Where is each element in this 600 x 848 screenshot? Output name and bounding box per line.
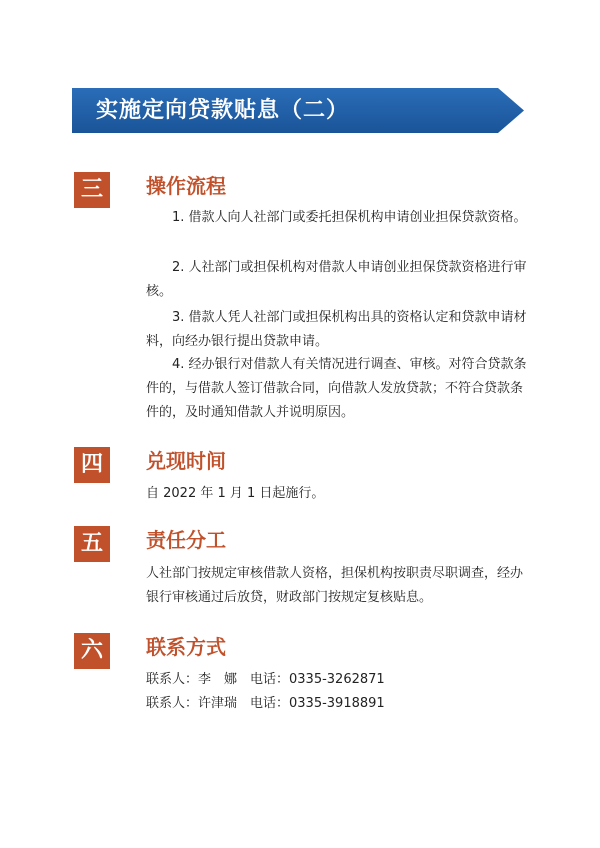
paragraph: 自 2022 年 1 月 1 日起施行。 [146, 486, 325, 501]
paragraph: 2. 人社部门或担保机构对借款人申请创业担保贷款资格进行审核。 [146, 260, 527, 299]
section-banner [72, 88, 524, 133]
section-number-badge: 五 [74, 526, 110, 562]
paragraph: 3. 借款人凭人社部门或担保机构出具的资格认定和贷款申请材料，向经办银行提出贷款申请。 [146, 310, 527, 349]
section-number-badge: 三 [74, 172, 110, 208]
paragraph: 4. 经办银行对借款人有关情况进行调查、审核。对符合贷款条件的，与借款人签订借款合同，向借款人发放贷款；不符合贷款条件的，及时通知借款人并说明原因。 [146, 357, 527, 420]
contact-line: 联系人：许津瑞 电话：0335-3918891 [146, 696, 385, 711]
section-title: 兑现时间 [146, 449, 226, 473]
section-title: 操作流程 [146, 174, 226, 198]
paragraph: 1. 借款人向人社部门或委托担保机构申请创业担保贷款资格。 [172, 210, 527, 225]
section-number-badge: 四 [74, 447, 110, 483]
paragraph: 人社部门按规定审核借款人资格，担保机构按职责尽职调查，经办银行审核通过后放贷，财政部门按规定复核贴息。 [146, 566, 524, 605]
section-title: 联系方式 [146, 635, 226, 659]
contact-line: 联系人：李 娜 电话：0335-3262871 [146, 672, 385, 687]
banner-title: 实施定向贷款贴息（二） [96, 98, 350, 123]
section-number-badge: 六 [74, 633, 110, 669]
section-title: 责任分工 [146, 528, 226, 552]
